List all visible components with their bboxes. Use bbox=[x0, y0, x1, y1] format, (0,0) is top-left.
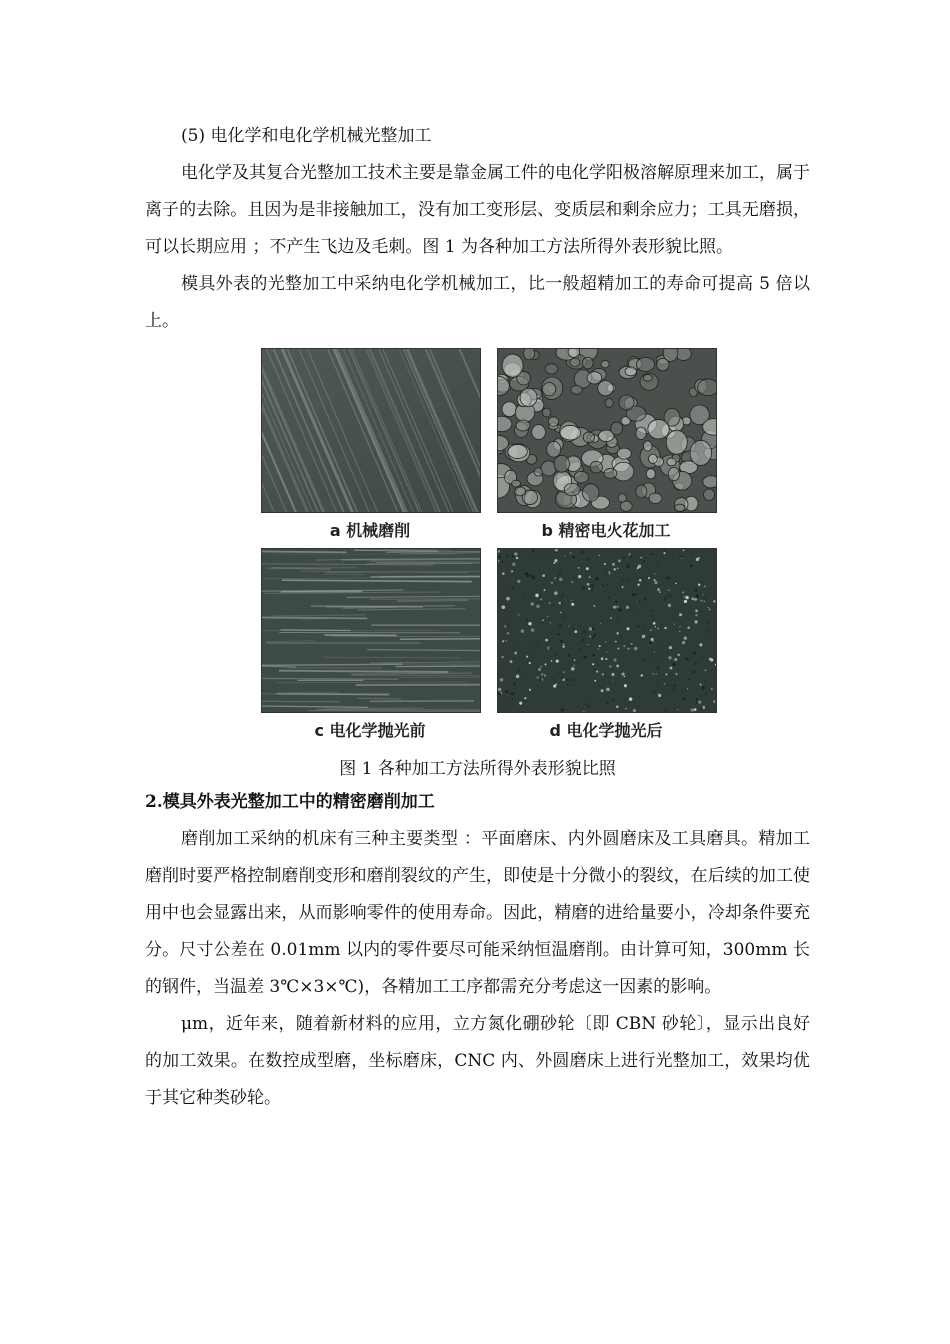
paragraph-electrochemical: 电化学及其复合光整加工技术主要是靠金属工件的电化学阳极溶解原理来加工，属于离子的去除。且因为是非接触加工，没有加工变形层、变质层和剩余应力；工具无磨损，可以长期应用 ；不产生飞边及毛刺。图 1 为各种加工方法所得外表形貌比照。 bbox=[145, 163, 810, 257]
paragraph-cbn-wheel: μm，近年来，随着新材料的应用，立方氮化硼砂轮〔即 CBN 砂轮〕，显示出良好的加工效果。在数控成型磨，坐标磨床，CNC 内、外圆磨床上进行光整加工，效果均优于其它种类砂轮。 bbox=[145, 1014, 810, 1108]
section-2-heading: 2.模具外表光整加工中的精密磨削加工 bbox=[145, 792, 435, 812]
document-page bbox=[145, 118, 810, 1117]
micrograph-a-mechanical-grinding bbox=[261, 348, 481, 513]
figure-1-title: 图 1 各种加工方法所得外表形貌比照 bbox=[339, 759, 616, 779]
caption-c: c 电化学抛光前 bbox=[314, 721, 426, 740]
caption-d: d 电化学抛光后 bbox=[549, 721, 663, 740]
section-5-heading: (5) 电化学和电化学机械光整加工 bbox=[181, 126, 432, 146]
paragraph-precision-grinding: 磨削加工采纳的机床有三种主要类型 ：平面磨床、内外圆磨床及工具磨具。精加工磨削时要严格控制磨削变形和磨削裂纹的产生，即使是十分微小的裂纹，在后续的加工使用中也会显露出来，从而影响零件的使用寿命。因此，精磨的进给量要小，冷却条件要充分。尺寸公差在 0.01mm 以内的零件要尽可能采纳恒温磨削。由计算可知，300mm 长的钢件，当温差 3℃×3×℃)，各精加工工序都需充分考虑这一因素的影响。 bbox=[145, 829, 810, 997]
figure-1 bbox=[145, 344, 810, 754]
micrograph-b-precision-edm bbox=[497, 348, 717, 513]
caption-b: b 精密电火花加工 bbox=[541, 521, 671, 540]
caption-a: a 机械磨削 bbox=[329, 521, 411, 540]
micrograph-c-before-polishing bbox=[261, 548, 481, 713]
micrograph-d-after-polishing bbox=[497, 548, 717, 713]
paragraph-mold-surface: 模具外表的光整加工中采纳电化学机械加工，比一般超精加工的寿命可提高 5 倍以上。 bbox=[145, 274, 810, 331]
